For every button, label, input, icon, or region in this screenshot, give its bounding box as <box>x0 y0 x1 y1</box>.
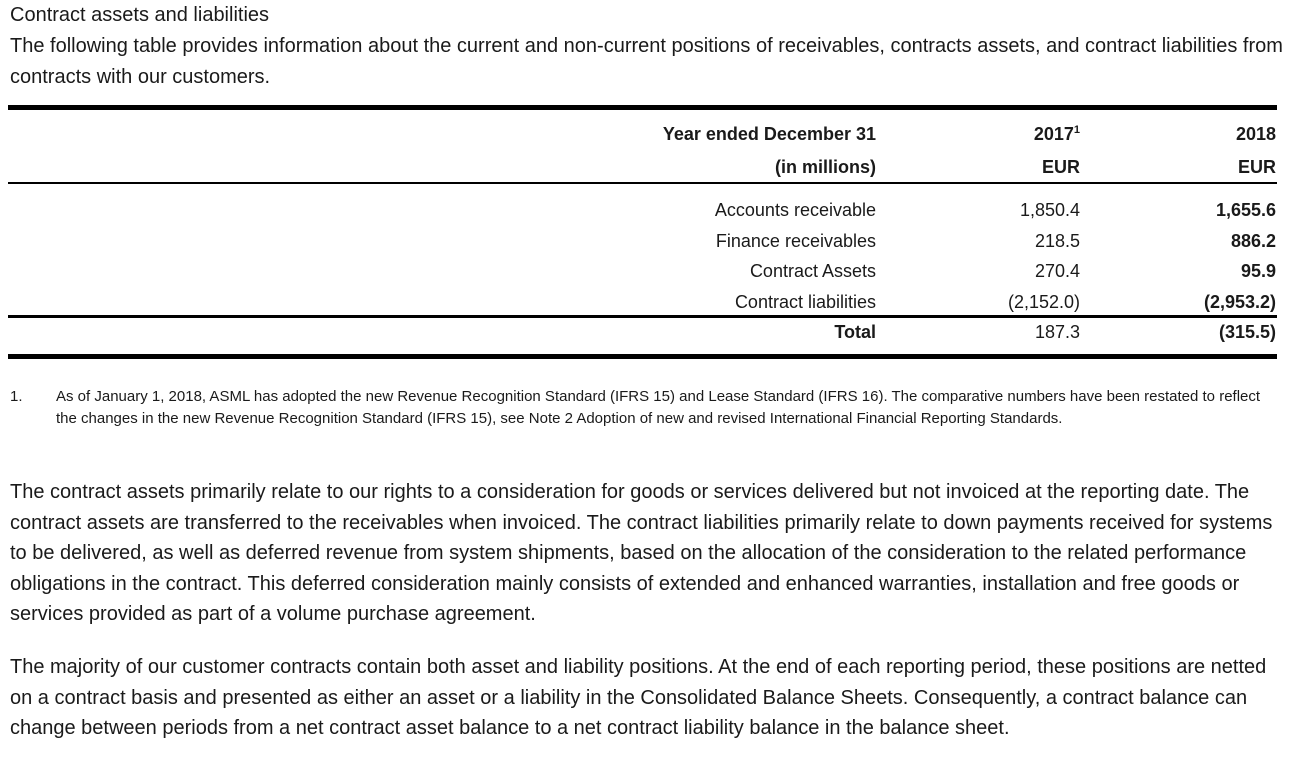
row-label: Contract Assets <box>749 261 876 281</box>
table-top-rule <box>8 105 1277 110</box>
header-units-label: (in millions) <box>775 157 876 177</box>
body-paragraph: The majority of our customer contracts contain both asset and liability positions. At the end of each reporting period, these positions are netted on a contract basis and presented as either an asset or a liability in the Consolidated Balance Sheets. Consequently, a contract balance can change between periods from a net contract asset balance to a net contract liability balance in the balance sheet. <box>10 656 1267 739</box>
row-label: Accounts receivable <box>714 200 876 220</box>
total-rule <box>8 315 1277 318</box>
header-2018: 2018 <box>1235 124 1276 144</box>
total-label: Total <box>834 322 876 342</box>
header-rule <box>8 182 1277 184</box>
footnote-text: As of January 1, 2018, ASML has adopted the new Revenue Recognition Standard (IFRS 15) and Lease Standard (IFRS 16). The comparative numbers have been restated to reflect the changes in the new Revenue Recognition Standard (IFRS 15), see Note 2 Adoption of new and revised International Financial Reporting Standards. <box>56 388 1261 427</box>
row-label: Contract liabilities <box>734 292 876 312</box>
header-2018-currency: EUR <box>1237 157 1276 177</box>
footnote-number: 1. <box>10 388 23 405</box>
row-value-2017: 270.4 <box>1034 261 1080 281</box>
row-value-2017: (2,152.0) <box>1007 292 1080 312</box>
row-value-2018: (2,953.2) <box>1203 292 1276 312</box>
row-value-2017: 218.5 <box>1034 231 1080 251</box>
intro-paragraph: The following table provides information about the current and non-current positions of receivables, contracts assets, and contract liabilities from contracts with our customers. <box>10 35 1283 88</box>
footnote-ref: 1 <box>1073 124 1080 136</box>
header-2017-currency: EUR <box>1041 157 1080 177</box>
table-bottom-rule <box>8 354 1277 359</box>
row-value-2018: 1,655.6 <box>1215 200 1276 220</box>
row-value-2018: 886.2 <box>1230 231 1276 251</box>
header-year-label: Year ended December 31 <box>662 124 876 144</box>
header-2017: 2017$^1$ <box>1033 124 1080 144</box>
row-value-2017: 1,850.4 <box>1019 200 1080 220</box>
body-paragraph: The contract assets primarily relate to our rights to a consideration for goods or services delivered but not invoiced at the reporting date. The contract assets are transferred to the receivables when invoiced. The contract liabilities primarily relate to down payments received for systems to be delivered, as well as deferred revenue from system shipments, based on the allocation of the consideration to the related performance obligations in the contract. This deferred consideration mainly consists of extended and enhanced warranties, installation and free goods or services provided as part of a volume purchase agreement. <box>10 481 1273 625</box>
row-label: Finance receivables <box>715 231 876 251</box>
section-title: Contract assets and liabilities <box>10 4 270 26</box>
total-value-2017: 187.3 <box>1034 322 1080 342</box>
row-value-2018: 95.9 <box>1240 261 1276 281</box>
total-value-2018: (315.5) <box>1218 322 1276 342</box>
